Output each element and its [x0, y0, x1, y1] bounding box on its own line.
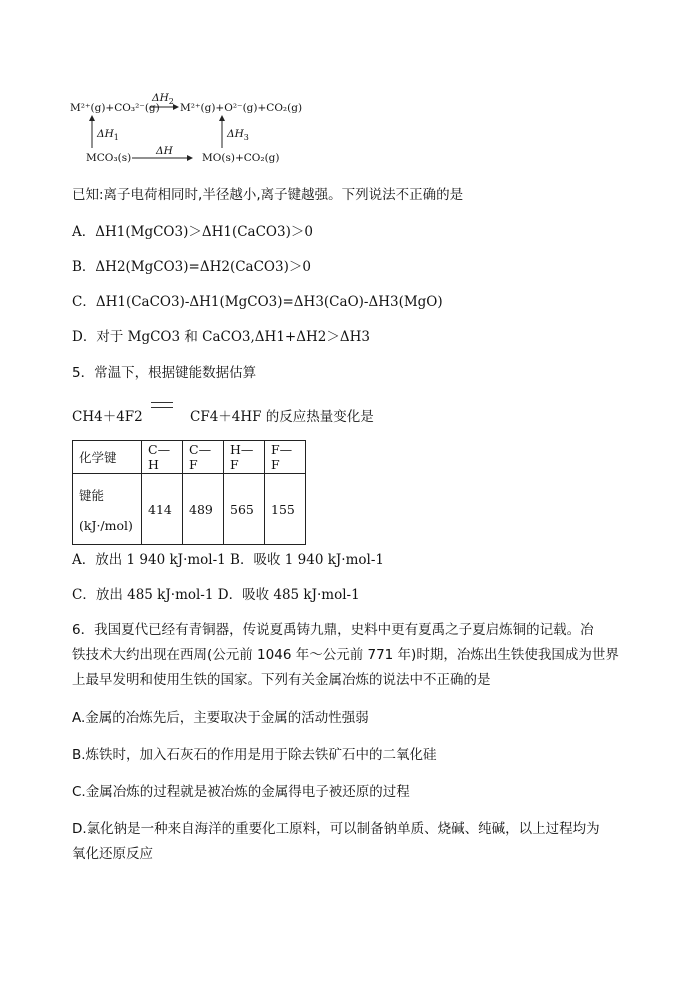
- equals-sign: [151, 402, 173, 408]
- q5-options-ab: A．放出 1 940 kJ·mol-1 B．吸收 1 940 kJ·mol-1: [72, 552, 384, 568]
- q4-stem: 已知:离子电荷相同时,半径越小,离子键越强。下列说法不正确的是: [72, 187, 464, 203]
- q5-stem: 5．常温下，根据键能数据估算: [72, 365, 257, 381]
- q6-stem-line-2: 铁技术大约出现在西周(公元前 1046 年～公元前 771 年)时期，冶炼出生铁使我国成为世界: [72, 647, 619, 663]
- table-row: [73, 474, 306, 545]
- table-cell: F—F: [265, 441, 306, 474]
- q6-option-c: C.金属冶炼的过程就是被冶炼的金属得电子被还原的过程: [72, 784, 410, 800]
- table-cell: C—H: [142, 441, 183, 474]
- q5-reactants: CH4＋4F2: [72, 409, 143, 425]
- table-cell: C—F: [183, 441, 224, 474]
- q6-option-b: B.炼铁时，加入石灰石的作用是用于除去铁矿石中的二氧化硅: [72, 747, 437, 763]
- cycle-dh1-label: $\Delta H_1$: [97, 128, 119, 143]
- q5-products: CF4＋4HF 的反应热量变化是: [190, 409, 374, 425]
- table-cell: 489: [183, 474, 224, 545]
- q6-option-d-line-1: D.氯化钠是一种来自海洋的重要化工原料，可以制备钠单质、烧碱、纯碱，以上过程均为: [72, 821, 600, 837]
- q5-options-cd: C．放出 485 kJ·mol-1 D．吸收 485 kJ·mol-1: [72, 587, 360, 603]
- q4-option-a: A．ΔH1(MgCO3)＞ΔH1(CaCO3)＞0: [72, 224, 313, 240]
- cycle-dh-label: ΔH: [156, 145, 173, 157]
- table-cell: [73, 474, 142, 545]
- bond-energy-unit: (kJ·/mol): [79, 517, 133, 533]
- q6-stem-line-3: 上最早发明和使用生铁的国家。下列有关金属冶炼的说法中不正确的是: [72, 672, 491, 688]
- cycle-dh3-label: $\Delta H_3$: [227, 128, 249, 143]
- cycle-top-right: M²⁺(g)+O²⁻(g)+CO₂(g): [180, 102, 303, 114]
- bond-energy-label: 键能: [79, 487, 105, 503]
- thermochemical-cycle-diagram: [70, 92, 310, 172]
- table-cell: 155: [265, 474, 306, 545]
- table-cell: 化学键: [73, 441, 142, 474]
- q4-option-b: B．ΔH2(MgCO3)=ΔH2(CaCO3)＞0: [72, 259, 311, 275]
- cycle-dh2-label: $\Delta H_2$: [152, 92, 174, 107]
- q4-option-c: C．ΔH1(CaCO3)-ΔH1(MgCO3)=ΔH3(CaO)-ΔH3(MgO): [72, 294, 443, 310]
- table-cell: H—F: [224, 441, 265, 474]
- q6-option-a: A.金属的冶炼先后，主要取决于金属的活动性强弱: [72, 710, 369, 726]
- table-cell: 414: [142, 474, 183, 545]
- cycle-bottom-left: MCO₃(s): [86, 152, 132, 164]
- table-header-row: [73, 441, 306, 474]
- cycle-top-left: M²⁺(g)+CO₃²⁻(g): [70, 102, 160, 114]
- q6-stem-line-1: 6．我国夏代已经有青铜器，传说夏禹铸九鼎，史料中更有夏禹之子夏启炼铜的记载。冶: [72, 622, 594, 638]
- q6-option-d-line-2: 氧化还原反应: [72, 846, 153, 862]
- q4-option-d: D．对于 MgCO3 和 CaCO3,ΔH1+ΔH2＞ΔH3: [72, 329, 370, 345]
- cycle-bottom-right: MO(s)+CO₂(g): [202, 152, 280, 164]
- table-cell: 565: [224, 474, 265, 545]
- bond-energy-table: [72, 440, 306, 545]
